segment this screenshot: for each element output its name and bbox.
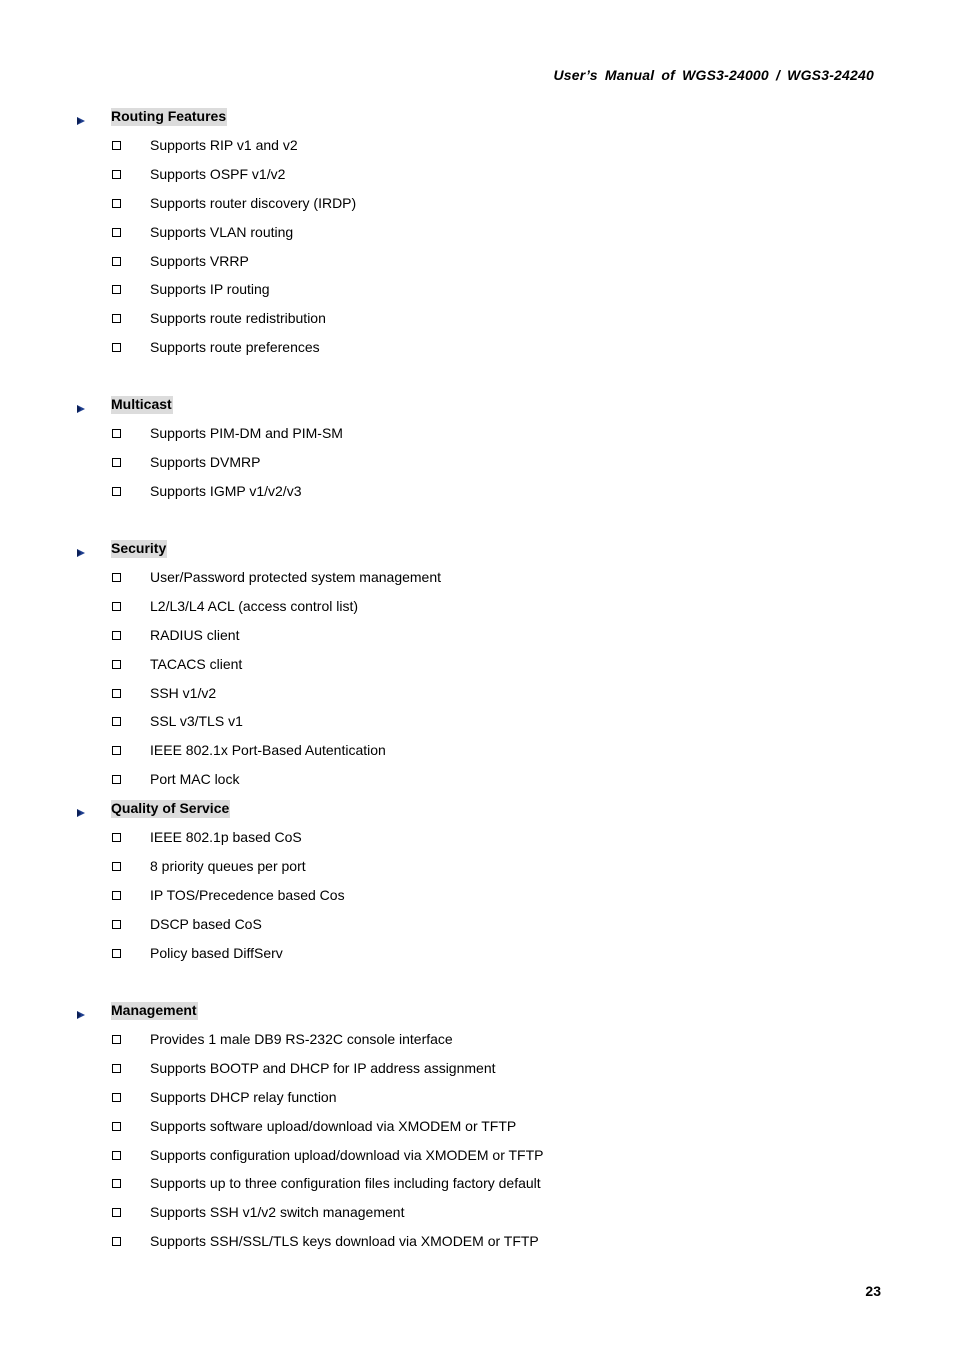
- arrow-bullet-icon: [76, 1007, 86, 1017]
- list-item-text: Supports BOOTP and DHCP for IP address assignment: [150, 1060, 496, 1076]
- list-item-text: Policy based DiffServ: [150, 945, 283, 961]
- list-item-text: IP TOS/Precedence based Cos: [150, 887, 345, 903]
- list-item-text: Supports route redistribution: [150, 310, 326, 326]
- list-item-text: Supports OSPF v1/v2: [150, 166, 286, 182]
- section-title: Multicast: [111, 396, 172, 412]
- square-bullet-icon: [112, 170, 121, 179]
- page-number: 23: [865, 1283, 881, 1299]
- square-bullet-icon: [112, 314, 121, 323]
- section-title: Security: [111, 540, 167, 556]
- list-item: [0, 887, 900, 907]
- list-item: [0, 858, 900, 878]
- list-item-text: Supports VLAN routing: [150, 224, 294, 240]
- square-bullet-icon: [112, 141, 121, 150]
- page-header: User’s Manual of WGS3-24000 / WGS3-24240: [553, 67, 874, 83]
- list-item: [0, 483, 900, 503]
- list-item: [0, 1147, 900, 1167]
- list-item: [0, 1089, 900, 1109]
- square-bullet-icon: [112, 949, 121, 958]
- list-item-text: IEEE 802.1p based CoS: [150, 829, 302, 845]
- list-item: [0, 569, 900, 589]
- square-bullet-icon: [112, 746, 121, 755]
- list-item-text: Supports up to three configuration files including factory default: [150, 1175, 541, 1191]
- list-item: [0, 1060, 900, 1080]
- list-item: [0, 598, 900, 618]
- list-item-text: Supports IGMP v1/v2/v3: [150, 483, 302, 499]
- arrow-bullet-icon: [76, 113, 86, 123]
- arrow-bullet-icon: [76, 805, 86, 815]
- list-item-text: Supports DHCP relay function: [150, 1089, 337, 1105]
- list-item-text: Port MAC lock: [150, 771, 240, 787]
- square-bullet-icon: [112, 257, 121, 266]
- list-item: [0, 916, 900, 936]
- square-bullet-icon: [112, 833, 121, 842]
- square-bullet-icon: [112, 1179, 121, 1188]
- square-bullet-icon: [112, 285, 121, 294]
- section-title: Quality of Service: [111, 800, 230, 816]
- list-item-text: Supports SSH v1/v2 switch management: [150, 1204, 405, 1220]
- square-bullet-icon: [112, 602, 121, 611]
- list-item-text: SSL v3/TLS v1: [150, 713, 243, 729]
- square-bullet-icon: [112, 343, 121, 352]
- square-bullet-icon: [112, 775, 121, 784]
- list-item: [0, 713, 900, 733]
- list-item: [0, 310, 900, 330]
- list-item-text: Supports router discovery (IRDP): [150, 195, 357, 211]
- square-bullet-icon: [112, 429, 121, 438]
- list-item: [0, 656, 900, 676]
- arrow-bullet-icon: [76, 545, 86, 555]
- square-bullet-icon: [112, 573, 121, 582]
- list-item: [0, 425, 900, 445]
- list-item: [0, 195, 900, 215]
- list-item-text: Provides 1 male DB9 RS-232C console interface: [150, 1031, 453, 1047]
- list-item-text: Supports software upload/download via XMODEM or TFTP: [150, 1118, 517, 1134]
- square-bullet-icon: [112, 1093, 121, 1102]
- list-item-text: Supports PIM-DM and PIM-SM: [150, 425, 343, 441]
- square-bullet-icon: [112, 458, 121, 467]
- square-bullet-icon: [112, 1122, 121, 1131]
- square-bullet-icon: [112, 1064, 121, 1073]
- square-bullet-icon: [112, 862, 121, 871]
- list-item-text: Supports DVMRP: [150, 454, 261, 470]
- list-item: [0, 166, 900, 186]
- list-item: [0, 224, 900, 244]
- square-bullet-icon: [112, 487, 121, 496]
- list-item: [0, 454, 900, 474]
- square-bullet-icon: [112, 228, 121, 237]
- list-item: [0, 1031, 900, 1051]
- list-item-text: User/Password protected system management: [150, 569, 442, 585]
- list-item-text: Supports SSH/SSL/TLS keys download via XMODEM or TFTP: [150, 1233, 539, 1249]
- list-item-text: Supports configuration upload/download via XMODEM or TFTP: [150, 1147, 544, 1163]
- list-item: [0, 1118, 900, 1138]
- list-item-text: DSCP based CoS: [150, 916, 262, 932]
- arrow-bullet-icon: [76, 401, 86, 411]
- list-item: [0, 339, 900, 359]
- list-item: [0, 1204, 900, 1224]
- list-item-text: Supports IP routing: [150, 281, 270, 297]
- list-item: [0, 945, 900, 965]
- list-item: [0, 1175, 900, 1195]
- list-item: [0, 771, 900, 791]
- list-item-text: SSH v1/v2: [150, 685, 217, 701]
- list-item-text: Supports RIP v1 and v2: [150, 137, 298, 153]
- square-bullet-icon: [112, 689, 121, 698]
- square-bullet-icon: [112, 1035, 121, 1044]
- section-title: Management: [111, 1002, 197, 1018]
- list-item-text: IEEE 802.1x Port-Based Autentication: [150, 742, 386, 758]
- square-bullet-icon: [112, 920, 121, 929]
- list-item: [0, 281, 900, 301]
- list-item-text: L2/L3/L4 ACL (access control list): [150, 598, 359, 614]
- list-item: [0, 829, 900, 849]
- square-bullet-icon: [112, 660, 121, 669]
- list-item: [0, 1233, 900, 1253]
- list-item: [0, 137, 900, 157]
- list-item-text: TACACS client: [150, 656, 243, 672]
- list-item-text: RADIUS client: [150, 627, 240, 643]
- list-item-text: Supports route preferences: [150, 339, 320, 355]
- square-bullet-icon: [112, 199, 121, 208]
- list-item: [0, 627, 900, 647]
- list-item: [0, 685, 900, 705]
- list-item: [0, 742, 900, 762]
- square-bullet-icon: [112, 631, 121, 640]
- section-title: Routing Features: [111, 108, 227, 124]
- square-bullet-icon: [112, 1237, 121, 1246]
- list-item-text: Supports VRRP: [150, 253, 249, 269]
- square-bullet-icon: [112, 717, 121, 726]
- list-item-text: 8 priority queues per port: [150, 858, 306, 874]
- square-bullet-icon: [112, 891, 121, 900]
- square-bullet-icon: [112, 1208, 121, 1217]
- square-bullet-icon: [112, 1151, 121, 1160]
- list-item: [0, 253, 900, 273]
